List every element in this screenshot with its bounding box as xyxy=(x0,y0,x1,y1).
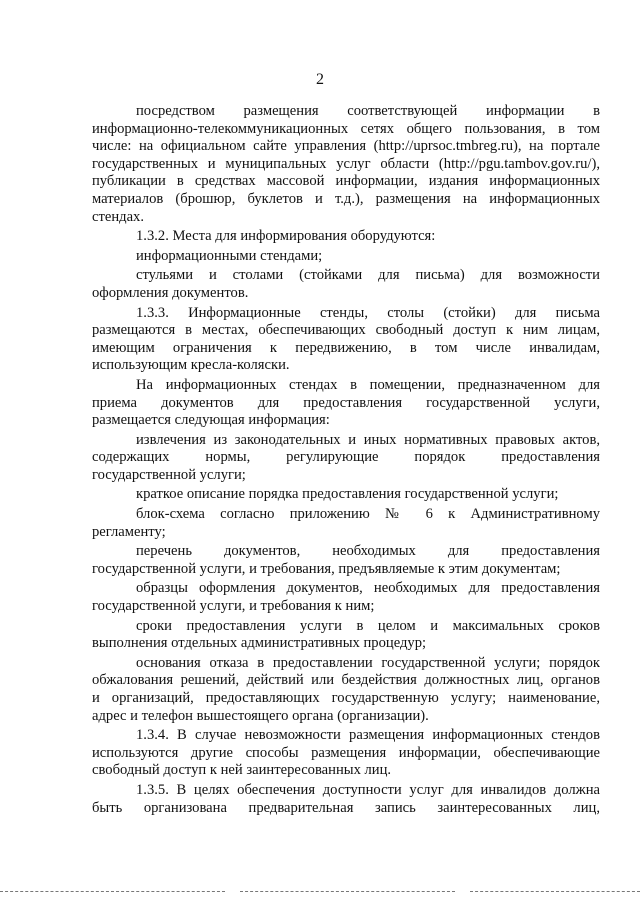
text-line: 1.3.5. В целях обеспечения доступности услуг для инвалидов должна xyxy=(136,781,600,798)
text-line: размещаются в местах, обеспечивающих свободный доступ к ним лицам, xyxy=(92,322,600,339)
paragraph xyxy=(92,248,600,266)
footer-divider-left xyxy=(0,891,225,892)
text-line: образцы оформления документов, необходимых для предоставления xyxy=(136,580,600,597)
text-line: размещается следующая информация: xyxy=(92,412,330,429)
text-line: государственной услуги; xyxy=(92,466,246,483)
text-line: На информационных стендах в помещении, предназначенном для xyxy=(136,376,600,393)
text-line: краткое описание порядка предоставления государственной услуги; xyxy=(136,486,559,503)
text-line: стендах. xyxy=(92,208,144,225)
text-line: и организаций, предоставляющих государственную услугу; наименование, xyxy=(92,690,600,706)
text-line: оформления документов. xyxy=(92,284,249,301)
text-line: материалов (брошюр, буклетов и т.д.), размещения на информационных xyxy=(92,190,600,207)
paragraph xyxy=(92,506,600,541)
text-line: посредством размещения соответствующей информации в xyxy=(136,103,600,119)
paragraph xyxy=(92,618,600,653)
text-line: адрес и телефон вышестоящего органа (организации). xyxy=(92,707,429,724)
text-line: использующим кресла-коляски. xyxy=(92,357,290,374)
text-line: обжалования решений, действий или бездействия должностных лиц, органов xyxy=(92,672,600,689)
text-line: числе: на официальном сайте управления (http://uprsoc.tmbreg.ru), на портале xyxy=(92,138,600,155)
text-line: публикации в средствах массовой информации, издания информационных xyxy=(92,173,600,190)
paragraph xyxy=(92,432,600,485)
text-line: регламенту; xyxy=(92,523,166,540)
footer-divider-mid xyxy=(240,891,455,892)
text-line: 1.3.3. Информационные стенды, столы (стойки) для письма xyxy=(136,304,600,321)
text-line: государственных и муниципальных услуг области (http://pgu.tambov.gov.ru/), xyxy=(92,155,600,172)
paragraph xyxy=(92,377,600,430)
text-line: информационно-телекоммуникационных сетях общего пользования, в том xyxy=(92,120,600,137)
paragraph xyxy=(92,655,600,725)
text-line: 1.3.4. В случае невозможности размещения информационных стендов xyxy=(136,727,600,744)
text-line: государственной услуги, и требования к ним; xyxy=(92,598,375,615)
text-line: блок-схема согласно приложению № 6 к Административному xyxy=(136,506,600,523)
text-line: 1.3.2. Места для информирования оборудуются: xyxy=(136,228,436,245)
paragraph xyxy=(92,228,600,246)
text-line: содержащих нормы, регулирующие порядок предоставления xyxy=(92,449,600,466)
paragraph xyxy=(92,103,600,226)
footer-divider-right xyxy=(470,891,640,892)
page-number: 2 xyxy=(316,71,324,88)
paragraph xyxy=(92,580,600,615)
text-line: имеющим ограничения к передвижению, в том числе инвалидам, xyxy=(92,339,600,356)
paragraph xyxy=(92,543,600,578)
text-line: стульями и столами (стойками для письма) для возможности xyxy=(136,267,600,284)
text-line: быть организована предварительная запись заинтересованных лиц, xyxy=(92,799,600,816)
text-line: перечень документов, необходимых для предоставления xyxy=(136,543,600,560)
text-line: приема документов для предоставления государственной услуги, xyxy=(92,394,600,411)
text-line: информационными стендами; xyxy=(136,247,323,264)
text-line: свободный доступ к ней заинтересованных лиц. xyxy=(92,762,392,779)
text-line: сроки предоставления услуги в целом и максимальных сроков xyxy=(136,617,600,634)
paragraph xyxy=(92,727,600,780)
paragraph xyxy=(92,267,600,302)
text-line: выполнения отдельных административных процедур; xyxy=(92,635,427,652)
text-line: основания отказа в предоставлении государственной услуги; порядок xyxy=(136,654,600,671)
paragraph xyxy=(92,305,600,375)
text-line: государственной услуги, и требования, предъявляемые к этим документам; xyxy=(92,560,561,577)
text-line: используются другие способы размещения информации, обеспечивающие xyxy=(92,744,600,761)
document-body xyxy=(92,103,600,817)
text-line: извлечения из законодательных и иных нормативных правовых актов, xyxy=(136,431,600,448)
paragraph xyxy=(92,782,600,817)
paragraph xyxy=(92,486,600,504)
